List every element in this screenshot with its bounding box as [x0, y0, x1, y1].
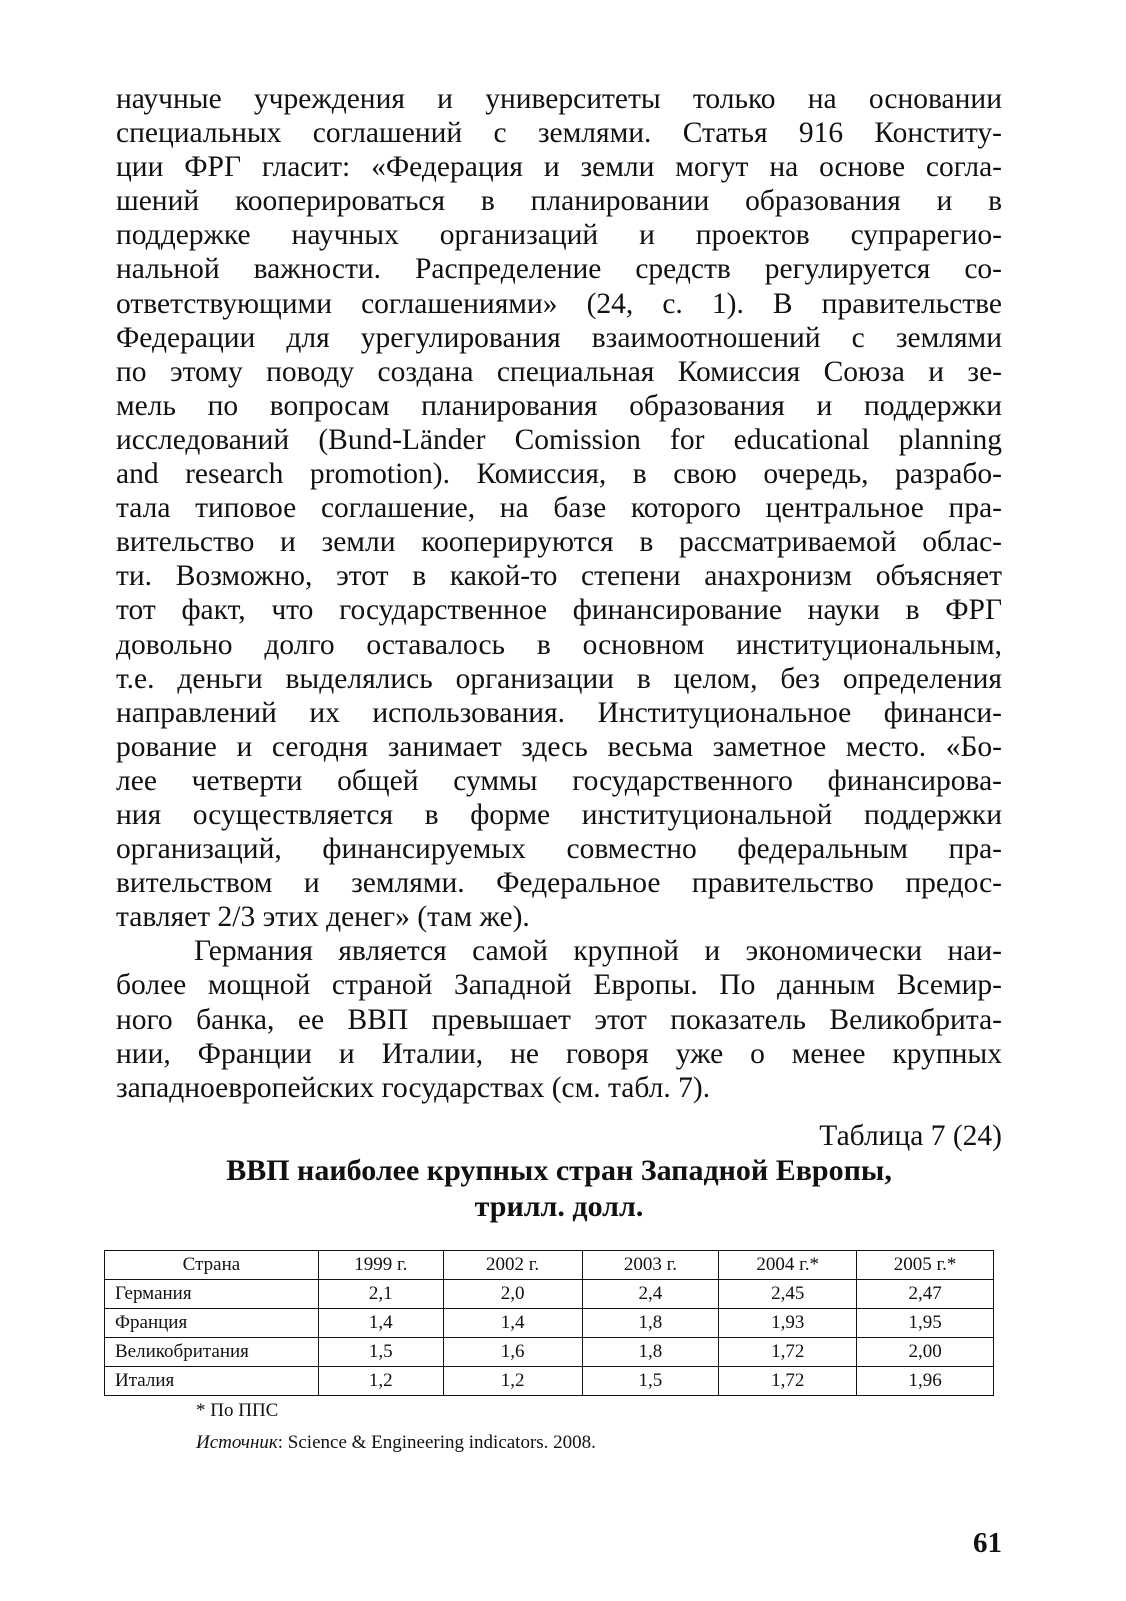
text-line: ния осуществляется в форме институциональной поддержки — [116, 798, 1002, 831]
text-line: по этому поводу создана специальная Комиссия Союза и зе- — [116, 355, 1002, 388]
table-cell: 1,6 — [443, 1338, 582, 1367]
table-header-cell: 2003 г. — [582, 1251, 719, 1280]
table-cell: 2,1 — [318, 1280, 443, 1309]
source-text: : Science & Engineering indicators. 2008. — [277, 1432, 596, 1453]
text-line: организаций, финансируемых совместно федеральным пра- — [116, 833, 1002, 866]
text-line: вительством и землями. Федеральное правительство предос- — [116, 867, 1002, 900]
table-cell: 1,2 — [318, 1367, 443, 1396]
text-line: нии, Франции и Италии, не говоря уже о менее крупных — [116, 1037, 1002, 1070]
table-row — [105, 1280, 994, 1309]
text-line: направлений их использования. Институциональное финанси- — [116, 696, 1002, 729]
text-line: ного банка, ее ВВП превышает этот показатель Великобрита- — [116, 1003, 1002, 1036]
table-cell: 2,45 — [719, 1280, 857, 1309]
table-cell: 1,8 — [582, 1309, 719, 1338]
table-header-cell: 2002 г. — [443, 1251, 582, 1280]
table-cell: 1,8 — [582, 1338, 719, 1367]
text-line: ции ФРГ гласит: «Федерация и земли могут на основе согла- — [116, 151, 1002, 184]
table-header-cell: 1999 г. — [318, 1251, 443, 1280]
text-line: ответствующими соглашениями» (24, с. 1). В правительстве — [116, 287, 1002, 320]
table-cell: 1,96 — [857, 1367, 994, 1396]
body-text — [116, 82, 1002, 1105]
text-line: нальной важности. Распределение средств регулируется со- — [116, 253, 1002, 286]
table-cell: 1,72 — [719, 1338, 857, 1367]
table-cell: 1,93 — [719, 1309, 857, 1338]
text-line: научные учреждения и университеты только на основании — [116, 83, 1002, 115]
text-line: Германия является самой крупной и экономически наи- — [194, 935, 1002, 968]
table-cell: 2,47 — [857, 1280, 994, 1309]
text-line: лее четверти общей суммы государственного финансирова- — [116, 764, 1002, 797]
table-title-line: трилл. долл. — [474, 1190, 644, 1223]
text-line: Федерации для урегулирования взаимоотношений с землями — [116, 321, 1002, 354]
table-cell: Франция — [105, 1309, 319, 1338]
table-row — [105, 1367, 994, 1396]
table-cell: 1,95 — [857, 1309, 994, 1338]
table-cell: 2,00 — [857, 1338, 994, 1367]
table-footnote: * По ППС — [196, 1400, 279, 1421]
table-cell: 1,4 — [318, 1309, 443, 1338]
text-line: тот факт, что государственное финансирование науки в ФРГ — [116, 594, 1002, 627]
text-line: мель по вопросам планирования образования и поддержки — [116, 389, 1002, 422]
table-cell: 1,5 — [582, 1367, 719, 1396]
table-cell: 2,4 — [582, 1280, 719, 1309]
table-title-line: ВВП наиболее крупных стран Западной Европы, — [226, 1154, 892, 1187]
table-header-cell: 2005 г.* — [857, 1251, 994, 1280]
source-label: Источник — [196, 1432, 278, 1453]
table-header-cell: 2004 г.* — [719, 1251, 857, 1280]
table-header-cell: Страна — [105, 1251, 319, 1280]
text-line: шений кооперироваться в планировании образования и в — [116, 185, 1002, 218]
table-cell: 1,5 — [318, 1338, 443, 1367]
table-cell: 1,72 — [719, 1367, 857, 1396]
table-header-row — [105, 1251, 994, 1280]
table-cell: 1,4 — [443, 1309, 582, 1338]
table-source — [196, 1432, 596, 1454]
text-line: т.е. деньги выделялись организации в целом, без определения — [116, 662, 1002, 695]
text-line: довольно долго оставалось в основном институциональным, — [116, 628, 1002, 661]
table-cell: Германия — [105, 1280, 319, 1309]
text-line: ти. Возможно, этот в какой-то степени анахронизм объясняет — [116, 560, 1002, 593]
table-cell: Италия — [105, 1367, 319, 1396]
text-line: западноевропейских государствах (см. табл. 7). — [116, 1071, 711, 1104]
text-line: тавляет 2/3 этих денег» (там же). — [116, 901, 530, 934]
text-line: and research promotion). Комиссия, в свою очередь, разрабо- — [116, 458, 1002, 491]
table-row — [105, 1338, 994, 1367]
table-caption: Таблица 7 (24) — [819, 1120, 1002, 1152]
table-cell: 1,2 — [443, 1367, 582, 1396]
table-row — [105, 1309, 994, 1338]
text-line: вительство и земли кооперируются в рассматриваемой облас- — [116, 526, 1002, 559]
text-line: рование и сегодня занимает здесь весьма заметное место. «Бо- — [116, 730, 1002, 763]
text-line: тала типовое соглашение, на базе которого центральное пра- — [116, 492, 1002, 525]
text-line: поддержке научных организаций и проектов супрарегио- — [116, 219, 1002, 252]
table-cell: Великобритания — [105, 1338, 319, 1367]
text-line: исследований (Bund-Länder Comission for educational planning — [116, 423, 1002, 456]
table-cell: 2,0 — [443, 1280, 582, 1309]
table-title — [116, 1153, 1002, 1225]
text-line: специальных соглашений с землями. Статья 916 Конститу- — [116, 117, 1002, 150]
page-number: 61 — [973, 1527, 1002, 1559]
gdp-table — [104, 1250, 994, 1396]
text-line: более мощной страной Западной Европы. По данным Всемир- — [116, 969, 1002, 1002]
